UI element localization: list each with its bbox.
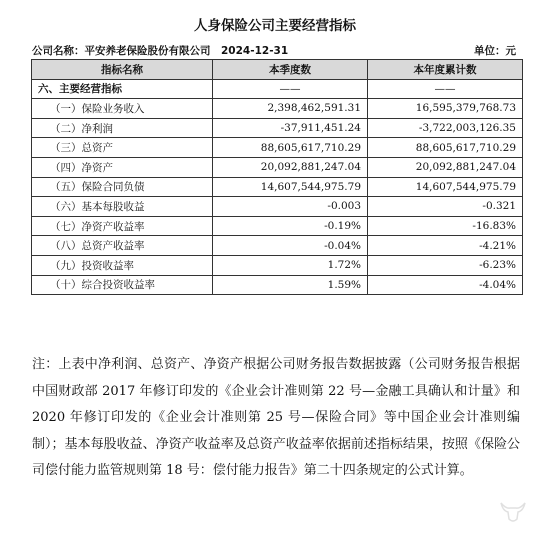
row-name: （五）保险合同负债: [32, 177, 213, 197]
row-name: （十）综合投资收益率: [32, 275, 213, 295]
row-quarter-value: 1.72%: [213, 255, 368, 275]
row-year-value: -4.04%: [368, 275, 523, 295]
page-title: 人身保险公司主要经营指标: [194, 18, 356, 34]
row-name: （四）净资产: [32, 157, 213, 177]
footnote: 注：上表中净利润、总资产、净资产根据公司财务报告数据披露（公司财务报告根据中国财政部 2017 年修订印发的《企业会计准则第 22 号—金融工具确认和计量》和 2020 年修订印发的《企业会计准则第 25 号—保险合同》等中国企业会计准则编制）；基本每股收益、净资产收益率及总资产收益率依据前述指标结果，按照《保险公司偿付能力监管规则第 18 号：偿付能力报告》第二十四条规定的公式计算。: [32, 357, 520, 478]
row-year-value: 16,595,379,768.73: [368, 99, 523, 119]
section-quarter: ——: [213, 79, 368, 99]
row-name: （一）保险业务收入: [32, 99, 213, 119]
row-year-value: -6.23%: [368, 255, 523, 275]
row-name: （八）总资产收益率: [32, 236, 213, 256]
row-quarter-value: 1.59%: [213, 275, 368, 295]
row-year-value: 20,092,881,247.04: [368, 157, 523, 177]
header-year: 本年度累计数: [368, 60, 523, 80]
table-row: [32, 275, 523, 295]
table-row: [32, 118, 523, 138]
row-name: （六）基本每股收益: [32, 197, 213, 217]
header-quarter: 本季度数: [213, 60, 368, 80]
table-header-row: [32, 60, 523, 80]
table-row: [32, 197, 523, 217]
section-row: [32, 79, 523, 99]
table-row: [32, 216, 523, 236]
indicators-table: [31, 59, 523, 295]
section-name: 六、主要经营指标: [32, 79, 213, 99]
row-year-value: -16.83%: [368, 216, 523, 236]
row-quarter-value: -0.04%: [213, 236, 368, 256]
row-name: （七）净资产收益率: [32, 216, 213, 236]
unit-label: 单位：元: [474, 45, 516, 57]
table-row: [32, 177, 523, 197]
row-year-value: -3,722,003,126.35: [368, 118, 523, 138]
row-year-value: 88,605,617,710.29: [368, 138, 523, 158]
table-row: [32, 157, 523, 177]
company-name: 公司名称：平安养老保险股份有限公司 2024-12-31: [32, 45, 289, 57]
section-year: ——: [368, 79, 523, 99]
row-year-value: -0.321: [368, 197, 523, 217]
row-year-value: 14,607,544,975.79: [368, 177, 523, 197]
table-row: [32, 138, 523, 158]
row-quarter-value: -0.19%: [213, 216, 368, 236]
row-quarter-value: 20,092,881,247.04: [213, 157, 368, 177]
row-quarter-value: -0.003: [213, 197, 368, 217]
row-quarter-value: 14,607,544,975.79: [213, 177, 368, 197]
row-year-value: -4.21%: [368, 236, 523, 256]
row-quarter-value: 2,398,462,591.31: [213, 99, 368, 119]
row-name: （九）投资收益率: [32, 255, 213, 275]
row-quarter-value: 88,605,617,710.29: [213, 138, 368, 158]
row-quarter-value: -37,911,451.24: [213, 118, 368, 138]
table-row: [32, 255, 523, 275]
header-indicator: 指标名称: [32, 60, 213, 80]
row-name: （二）净利润: [32, 118, 213, 138]
row-name: （三）总资产: [32, 138, 213, 158]
table-row: [32, 99, 523, 119]
bull-logo-icon: [498, 499, 528, 525]
table-row: [32, 236, 523, 256]
